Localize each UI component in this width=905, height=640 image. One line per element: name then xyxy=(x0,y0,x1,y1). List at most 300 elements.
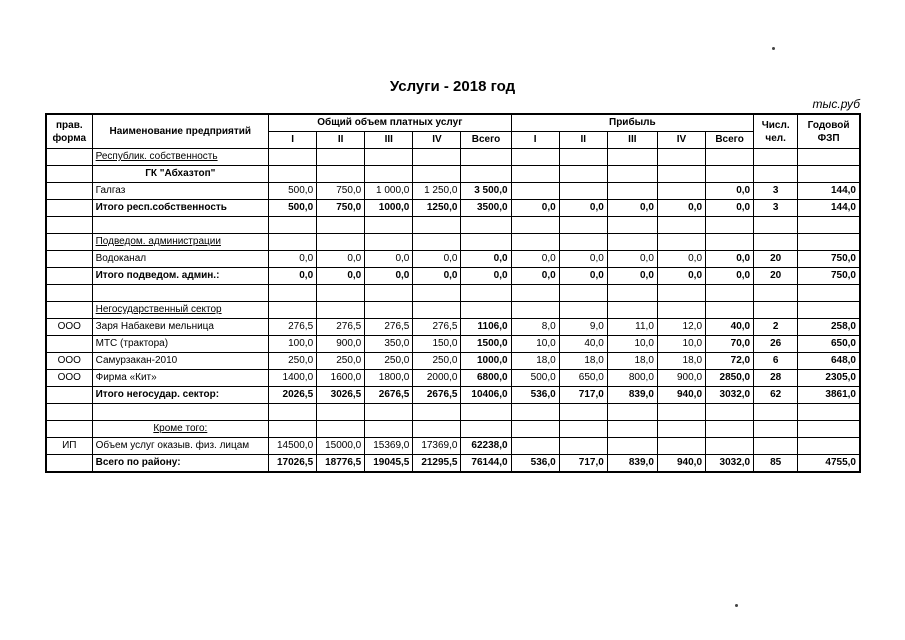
cell-value xyxy=(511,285,559,302)
cell-value xyxy=(413,404,461,421)
cell-value: 500,0 xyxy=(269,200,317,217)
cell-value xyxy=(559,149,607,166)
cell-value: 100,0 xyxy=(269,336,317,353)
cell-value xyxy=(461,302,511,319)
cell-value: 2026,5 xyxy=(269,387,317,404)
cell-form xyxy=(46,421,92,438)
cell-value: 500,0 xyxy=(269,183,317,200)
cell-value: 2850,0 xyxy=(706,370,754,387)
cell-name: Всего по району: xyxy=(92,455,268,473)
cell-value xyxy=(317,217,365,234)
cell-value: 150,0 xyxy=(413,336,461,353)
cell-value: 717,0 xyxy=(559,387,607,404)
header-q2: II xyxy=(317,132,365,149)
cell-value: 717,0 xyxy=(559,455,607,473)
cell-value: 0,0 xyxy=(607,200,657,217)
cell-value: 15000,0 xyxy=(317,438,365,455)
cell-value: 3500,0 xyxy=(461,200,511,217)
cell-value xyxy=(317,285,365,302)
cell-value xyxy=(559,183,607,200)
table-row xyxy=(46,404,860,421)
cell-value xyxy=(706,166,754,183)
cell-value xyxy=(754,302,798,319)
cell-value xyxy=(511,217,559,234)
cell-value: 85 xyxy=(754,455,798,473)
cell-value: 0,0 xyxy=(269,268,317,285)
cell-value: 2676,5 xyxy=(365,387,413,404)
header-fund: Годовой ФЗП xyxy=(798,114,860,149)
cell-name: Водоканал xyxy=(92,251,268,268)
cell-form xyxy=(46,285,92,302)
cell-value: 900,0 xyxy=(657,370,705,387)
cell-value xyxy=(269,166,317,183)
cell-value: 0,0 xyxy=(317,268,365,285)
cell-value: 0,0 xyxy=(511,268,559,285)
cell-form: ИП xyxy=(46,438,92,455)
cell-value: 144,0 xyxy=(798,200,860,217)
cell-value: 1 000,0 xyxy=(365,183,413,200)
cell-value: 1000,0 xyxy=(365,200,413,217)
table-row xyxy=(46,455,860,473)
cell-value: 3861,0 xyxy=(798,387,860,404)
cell-value xyxy=(607,234,657,251)
cell-value xyxy=(607,149,657,166)
cell-value: 650,0 xyxy=(559,370,607,387)
cell-name: Подведом. администрации xyxy=(92,234,268,251)
cell-value: 28 xyxy=(754,370,798,387)
cell-value: 250,0 xyxy=(365,353,413,370)
cell-value xyxy=(317,234,365,251)
header-profit-q4: IV xyxy=(657,132,705,149)
cell-value: 250,0 xyxy=(317,353,365,370)
cell-name: Галгаз xyxy=(92,183,268,200)
cell-value: 20 xyxy=(754,268,798,285)
cell-value: 0,0 xyxy=(657,268,705,285)
cell-value: 10,0 xyxy=(511,336,559,353)
cell-value xyxy=(798,234,860,251)
cell-value: 0,0 xyxy=(657,251,705,268)
cell-value: 750,0 xyxy=(798,268,860,285)
services-table xyxy=(45,113,861,473)
cell-value: 536,0 xyxy=(511,387,559,404)
cell-value: 276,5 xyxy=(365,319,413,336)
cell-value: 76144,0 xyxy=(461,455,511,473)
cell-form xyxy=(46,336,92,353)
page-title: Услуги - 2018 год xyxy=(389,78,516,95)
cell-value: 10,0 xyxy=(607,336,657,353)
cell-value xyxy=(657,302,705,319)
cell-value xyxy=(657,234,705,251)
cell-value: 940,0 xyxy=(657,455,705,473)
units-label: тыс.руб xyxy=(812,97,860,111)
table-row xyxy=(46,353,860,370)
cell-value: 3 xyxy=(754,200,798,217)
cell-value: 0,0 xyxy=(559,268,607,285)
cell-value xyxy=(511,421,559,438)
cell-value xyxy=(657,166,705,183)
header-total: Всего xyxy=(461,132,511,149)
header-profit-q2: II xyxy=(559,132,607,149)
table-row xyxy=(46,319,860,336)
cell-value xyxy=(269,234,317,251)
cell-value: 0,0 xyxy=(607,268,657,285)
table-row xyxy=(46,370,860,387)
cell-value xyxy=(317,302,365,319)
cell-value: 1 250,0 xyxy=(413,183,461,200)
cell-value xyxy=(754,285,798,302)
table-row xyxy=(46,149,860,166)
cell-value xyxy=(706,285,754,302)
cell-form: ООО xyxy=(46,370,92,387)
cell-form: ООО xyxy=(46,319,92,336)
cell-value: 9,0 xyxy=(559,319,607,336)
cell-value: 17026,5 xyxy=(269,455,317,473)
cell-value xyxy=(413,421,461,438)
table-row xyxy=(46,200,860,217)
cell-value: 750,0 xyxy=(317,183,365,200)
table-body xyxy=(46,149,860,473)
cell-value xyxy=(754,421,798,438)
cell-value xyxy=(706,149,754,166)
cell-value xyxy=(269,285,317,302)
cell-form xyxy=(46,268,92,285)
cell-value: 15369,0 xyxy=(365,438,413,455)
cell-value: 1106,0 xyxy=(461,319,511,336)
cell-value: 0,0 xyxy=(461,268,511,285)
cell-value: 2676,5 xyxy=(413,387,461,404)
header-name: Наименование предприятий xyxy=(92,114,268,149)
cell-value xyxy=(461,404,511,421)
table-row xyxy=(46,166,860,183)
cell-value: 62 xyxy=(754,387,798,404)
cell-value: 650,0 xyxy=(798,336,860,353)
cell-value xyxy=(511,404,559,421)
cell-value xyxy=(754,404,798,421)
cell-value: 1500,0 xyxy=(461,336,511,353)
cell-value xyxy=(798,421,860,438)
cell-value: 0,0 xyxy=(706,200,754,217)
cell-value: 20 xyxy=(754,251,798,268)
cell-value: 1800,0 xyxy=(365,370,413,387)
cell-value xyxy=(559,302,607,319)
cell-value: 0,0 xyxy=(511,200,559,217)
cell-value: 0,0 xyxy=(269,251,317,268)
cell-value: 0,0 xyxy=(706,268,754,285)
cell-value: 750,0 xyxy=(317,200,365,217)
cell-value xyxy=(461,166,511,183)
cell-value: 1400,0 xyxy=(269,370,317,387)
cell-value xyxy=(413,302,461,319)
header-staff: Числ. чел. xyxy=(754,114,798,149)
cell-name: Фирма «Кит» xyxy=(92,370,268,387)
cell-name: Кроме того: xyxy=(92,421,268,438)
cell-value: 26 xyxy=(754,336,798,353)
cell-value xyxy=(607,438,657,455)
cell-value: 40,0 xyxy=(559,336,607,353)
cell-value xyxy=(706,234,754,251)
cell-value: 6800,0 xyxy=(461,370,511,387)
cell-form xyxy=(46,166,92,183)
cell-value xyxy=(754,149,798,166)
cell-value xyxy=(269,302,317,319)
cell-value xyxy=(706,404,754,421)
table-row xyxy=(46,234,860,251)
cell-value xyxy=(754,234,798,251)
cell-value xyxy=(607,183,657,200)
cell-value xyxy=(461,421,511,438)
cell-value xyxy=(657,285,705,302)
cell-value xyxy=(317,166,365,183)
header-profit-q3: III xyxy=(607,132,657,149)
cell-value xyxy=(317,149,365,166)
cell-value: 0,0 xyxy=(706,183,754,200)
table-row xyxy=(46,387,860,404)
cell-name: Заря Набакеви мельница xyxy=(92,319,268,336)
cell-value xyxy=(511,234,559,251)
cell-name: Самурзакан-2010 xyxy=(92,353,268,370)
cell-value xyxy=(365,234,413,251)
cell-name: Негосударственный сектор xyxy=(92,302,268,319)
cell-value: 839,0 xyxy=(607,387,657,404)
cell-value: 1600,0 xyxy=(317,370,365,387)
cell-value: 14500,0 xyxy=(269,438,317,455)
header-q4: IV xyxy=(413,132,461,149)
cell-value xyxy=(706,421,754,438)
cell-form xyxy=(46,234,92,251)
cell-form xyxy=(46,404,92,421)
cell-value xyxy=(559,285,607,302)
cell-value: 0,0 xyxy=(559,251,607,268)
cell-value: 11,0 xyxy=(607,319,657,336)
cell-value xyxy=(511,302,559,319)
cell-value xyxy=(706,302,754,319)
cell-value xyxy=(706,217,754,234)
cell-value xyxy=(413,149,461,166)
cell-name: Итого респ.собственность xyxy=(92,200,268,217)
cell-value: 2305,0 xyxy=(798,370,860,387)
cell-value: 750,0 xyxy=(798,251,860,268)
cell-name: МТС (трактора) xyxy=(92,336,268,353)
cell-value xyxy=(511,149,559,166)
cell-value xyxy=(706,438,754,455)
cell-value: 4755,0 xyxy=(798,455,860,473)
cell-value: 536,0 xyxy=(511,455,559,473)
cell-value xyxy=(269,217,317,234)
cell-value xyxy=(559,438,607,455)
table-row xyxy=(46,217,860,234)
cell-value xyxy=(798,149,860,166)
cell-value: 276,5 xyxy=(269,319,317,336)
cell-value: 12,0 xyxy=(657,319,705,336)
scan-dot xyxy=(772,47,775,50)
cell-value: 10,0 xyxy=(657,336,705,353)
cell-form xyxy=(46,217,92,234)
cell-value: 940,0 xyxy=(657,387,705,404)
cell-value: 2 xyxy=(754,319,798,336)
cell-value xyxy=(365,421,413,438)
header-profit-q1: I xyxy=(511,132,559,149)
cell-name xyxy=(92,217,268,234)
table-row xyxy=(46,421,860,438)
cell-value: 276,5 xyxy=(317,319,365,336)
cell-value: 350,0 xyxy=(365,336,413,353)
cell-value xyxy=(798,302,860,319)
table-row xyxy=(46,302,860,319)
cell-value xyxy=(657,183,705,200)
cell-value: 3032,0 xyxy=(706,455,754,473)
cell-value: 0,0 xyxy=(511,251,559,268)
cell-name: Республик. собственность xyxy=(92,149,268,166)
header-q3: III xyxy=(365,132,413,149)
table-row xyxy=(46,438,860,455)
cell-value xyxy=(798,438,860,455)
cell-value xyxy=(413,166,461,183)
cell-value: 17369,0 xyxy=(413,438,461,455)
cell-value: 648,0 xyxy=(798,353,860,370)
cell-value: 276,5 xyxy=(413,319,461,336)
cell-value: 2000,0 xyxy=(413,370,461,387)
cell-value xyxy=(798,404,860,421)
cell-value xyxy=(511,438,559,455)
cell-value xyxy=(317,404,365,421)
cell-name: Итого негосудар. сектор: xyxy=(92,387,268,404)
cell-value xyxy=(413,234,461,251)
cell-value: 800,0 xyxy=(607,370,657,387)
cell-value xyxy=(607,302,657,319)
cell-value: 0,0 xyxy=(365,268,413,285)
cell-value: 0,0 xyxy=(607,251,657,268)
header-profit-total: Всего xyxy=(706,132,754,149)
cell-value: 6 xyxy=(754,353,798,370)
cell-value: 258,0 xyxy=(798,319,860,336)
cell-value xyxy=(317,421,365,438)
cell-form xyxy=(46,455,92,473)
cell-value: 3026,5 xyxy=(317,387,365,404)
cell-value xyxy=(607,421,657,438)
cell-form xyxy=(46,200,92,217)
cell-value: 500,0 xyxy=(511,370,559,387)
cell-value xyxy=(559,166,607,183)
table-row xyxy=(46,336,860,353)
cell-value: 0,0 xyxy=(317,251,365,268)
cell-value xyxy=(559,217,607,234)
cell-value xyxy=(657,217,705,234)
cell-value: 1000,0 xyxy=(461,353,511,370)
cell-value xyxy=(607,404,657,421)
cell-form xyxy=(46,251,92,268)
cell-value: 18,0 xyxy=(657,353,705,370)
cell-value xyxy=(461,285,511,302)
cell-value: 0,0 xyxy=(461,251,511,268)
cell-value xyxy=(798,217,860,234)
cell-value: 144,0 xyxy=(798,183,860,200)
cell-name: Объем услуг оказыв. физ. лицам xyxy=(92,438,268,455)
cell-value xyxy=(559,404,607,421)
cell-value xyxy=(413,217,461,234)
cell-value: 72,0 xyxy=(706,353,754,370)
scan-dot xyxy=(735,604,738,607)
cell-form xyxy=(46,302,92,319)
cell-value: 0,0 xyxy=(559,200,607,217)
cell-value xyxy=(269,404,317,421)
table-row xyxy=(46,183,860,200)
cell-form xyxy=(46,183,92,200)
cell-form xyxy=(46,149,92,166)
cell-value: 900,0 xyxy=(317,336,365,353)
cell-value xyxy=(754,217,798,234)
cell-value: 250,0 xyxy=(269,353,317,370)
cell-value: 1250,0 xyxy=(413,200,461,217)
cell-name xyxy=(92,404,268,421)
cell-value: 18,0 xyxy=(511,353,559,370)
cell-value xyxy=(657,421,705,438)
cell-value xyxy=(657,404,705,421)
cell-value: 0,0 xyxy=(413,251,461,268)
cell-value xyxy=(269,149,317,166)
cell-value: 18,0 xyxy=(559,353,607,370)
cell-value xyxy=(657,438,705,455)
cell-value xyxy=(607,217,657,234)
cell-value xyxy=(461,234,511,251)
cell-value xyxy=(511,183,559,200)
header-q1: I xyxy=(269,132,317,149)
table-row xyxy=(46,268,860,285)
cell-value: 18,0 xyxy=(607,353,657,370)
cell-value xyxy=(365,217,413,234)
cell-form xyxy=(46,387,92,404)
cell-value: 62238,0 xyxy=(461,438,511,455)
cell-value xyxy=(511,166,559,183)
cell-name: Итого подведом. админ.: xyxy=(92,268,268,285)
cell-value: 0,0 xyxy=(657,200,705,217)
cell-value: 18776,5 xyxy=(317,455,365,473)
cell-value: 250,0 xyxy=(413,353,461,370)
cell-value xyxy=(461,217,511,234)
cell-value xyxy=(269,421,317,438)
cell-value: 3 xyxy=(754,183,798,200)
cell-value xyxy=(798,285,860,302)
cell-value: 40,0 xyxy=(706,319,754,336)
cell-value: 8,0 xyxy=(511,319,559,336)
cell-value: 3032,0 xyxy=(706,387,754,404)
cell-value xyxy=(657,149,705,166)
cell-value xyxy=(365,166,413,183)
cell-value: 839,0 xyxy=(607,455,657,473)
cell-value xyxy=(559,234,607,251)
cell-value: 0,0 xyxy=(706,251,754,268)
table-row xyxy=(46,251,860,268)
table-row xyxy=(46,285,860,302)
header-form: прав. форма xyxy=(46,114,92,149)
cell-value xyxy=(754,438,798,455)
cell-value xyxy=(365,285,413,302)
cell-name xyxy=(92,285,268,302)
cell-name: ГК "Абхазтоп" xyxy=(92,166,268,183)
cell-value: 0,0 xyxy=(365,251,413,268)
cell-value xyxy=(607,166,657,183)
cell-value: 3 500,0 xyxy=(461,183,511,200)
cell-value xyxy=(365,149,413,166)
cell-value xyxy=(413,285,461,302)
cell-value xyxy=(559,421,607,438)
cell-value xyxy=(754,166,798,183)
cell-value xyxy=(461,149,511,166)
cell-value: 21295,5 xyxy=(413,455,461,473)
cell-value xyxy=(365,302,413,319)
header-profit: Прибыль xyxy=(511,114,754,132)
cell-value: 10406,0 xyxy=(461,387,511,404)
header-volume: Общий объем платных услуг xyxy=(269,114,512,132)
